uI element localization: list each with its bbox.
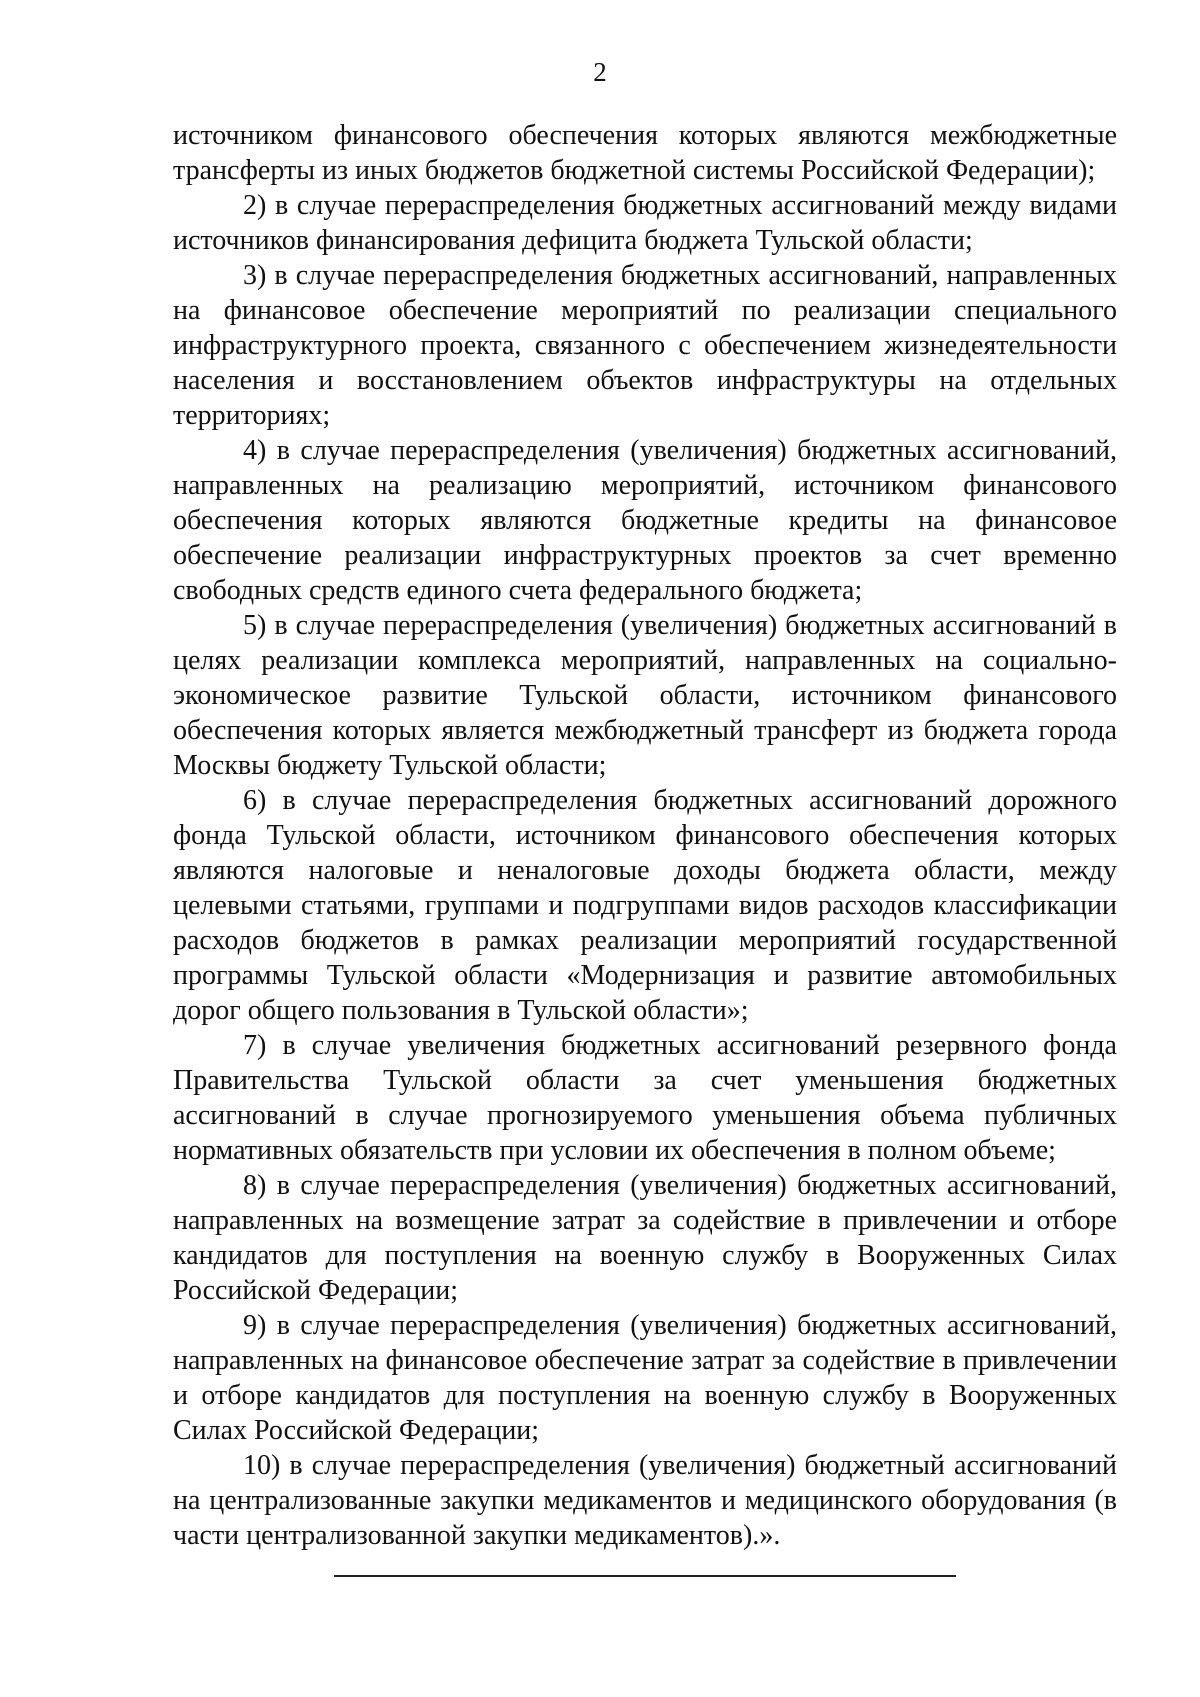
list-item-8: 8) в случае перераспределения (увеличения) бюджетных ассигнований, направленных на возмещение затрат за содействие в привлечении и отборе кандидатов для поступления на военную службу в Вооруженных Силах Российской Федерации; xyxy=(173,1170,1117,1306)
paragraph-continuation: источником финансового обеспечения которых являются межбюджетные трансферты из иных бюджетов бюджетной системы Российской Федерации); xyxy=(173,120,1117,186)
list-item-2: 2) в случае перераспределения бюджетных ассигнований между видами источников финансирования дефицита бюджета Тульской области; xyxy=(173,190,1117,256)
list-item-3: 3) в случае перераспределения бюджетных ассигнований, направленных на финансовое обеспечение мероприятий по реализации специального инфраструктурного проекта, связанного с обеспечением жизнедеятельности населения и восстановлением объектов инфраструктуры на отдельных территориях; xyxy=(173,260,1117,431)
document-body xyxy=(173,118,1117,1553)
list-item-10: 10) в случае перераспределения (увеличения) бюджетный ассигнований на централизованные закупки медикаментов и медицинского оборудования (в части централизованной закупки медикаментов).». xyxy=(173,1450,1117,1551)
page-number: 2 xyxy=(593,57,607,87)
end-separator-line xyxy=(334,1575,956,1577)
list-item-4: 4) в случае перераспределения (увеличения) бюджетных ассигнований, направленных на реализацию мероприятий, источником финансового обеспечения которых являются бюджетные кредиты на финансовое обеспечение реализации инфраструктурных проектов за счет временно свободных средств единого счета федерального бюджета; xyxy=(173,435,1117,606)
list-item-7: 7) в случае увеличения бюджетных ассигнований резервного фонда Правительства Тульской области за счет уменьшения бюджетных ассигнований в случае прогнозируемого уменьшения объема публичных нормативных обязательств при условии их обеспечения в полном объеме; xyxy=(173,1030,1117,1166)
list-item-9: 9) в случае перераспределения (увеличения) бюджетных ассигнований, направленных на финансовое обеспечение затрат за содействие в привлечении и отборе кандидатов для поступления на военную службу в Вооруженных Силах Российской Федерации; xyxy=(173,1310,1117,1446)
list-item-6: 6) в случае перераспределения бюджетных ассигнований дорожного фонда Тульской области, источником финансового обеспечения которых являются налоговые и неналоговые доходы бюджета области, между целевыми статьями, группами и подгруппами видов расходов классификации расходов бюджетов в рамках реализации мероприятий государственной программы Тульской области «Модернизация и развитие автомобильных дорог общего пользования в Тульской области»; xyxy=(173,785,1117,1026)
list-item-5: 5) в случае перераспределения (увеличения) бюджетных ассигнований в целях реализации комплекса мероприятий, направленных на социально-экономическое развитие Тульской области, источником финансового обеспечения которых является межбюджетный трансферт из бюджета города Москвы бюджету Тульской области; xyxy=(173,610,1117,781)
